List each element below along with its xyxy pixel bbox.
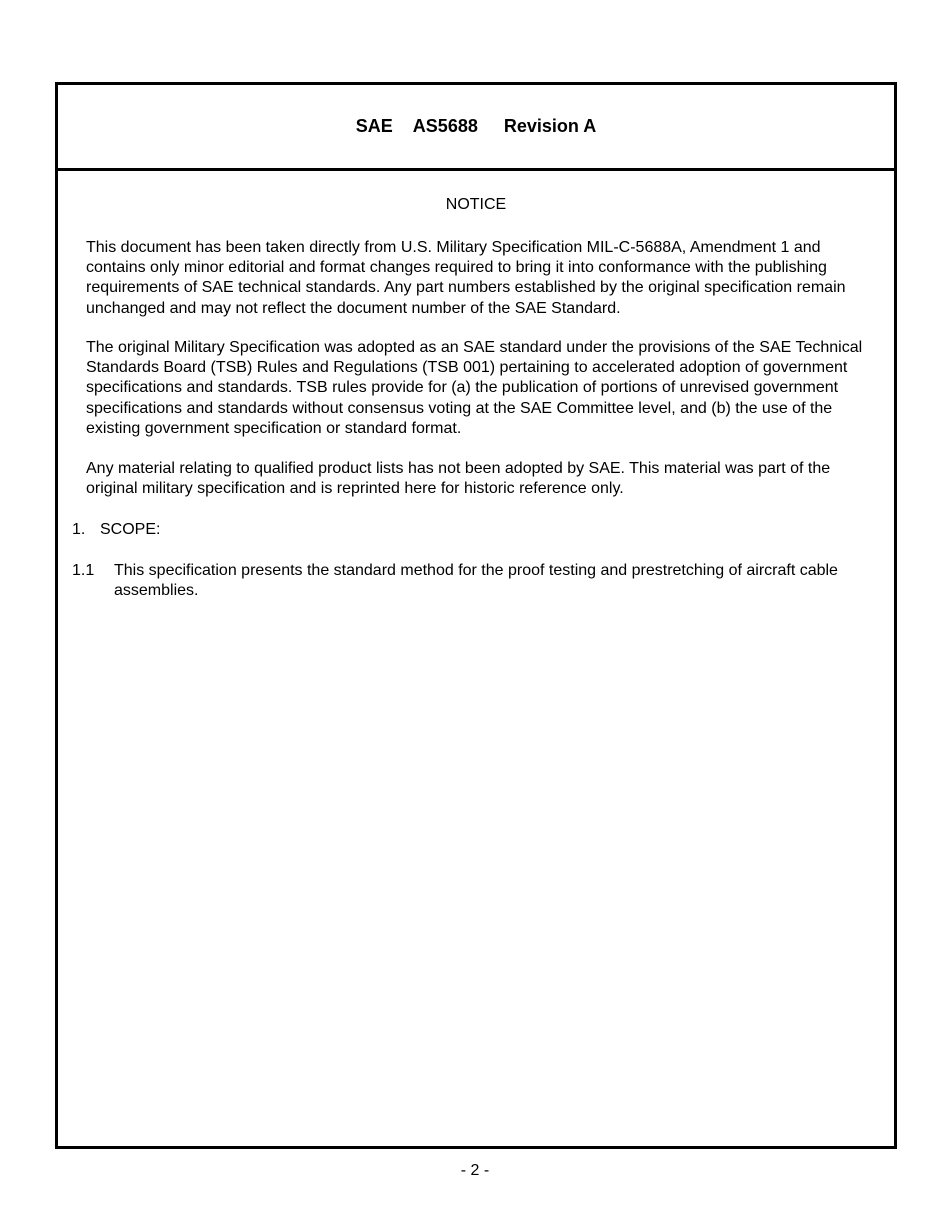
header-org: SAE [355,116,393,136]
notice-paragraph-2: The original Military Specification was adopted as an SAE standard under the provisions of the SAE Technical Standards Board (TSB) Rules and Regulations (TSB 001) pertaining to accelerated adoption of government specifications and standards. TSB rules provide for (a) the publication of portions of unrevised government specifications and standards without consensus voting at the SAE Committee level, and (b) the use of the existing government specification or standard format. [86,339,863,437]
page-number: - 2 - [460,1162,490,1179]
section-scope-heading [72,520,160,540]
page-frame [55,82,897,1149]
section-1-1 [72,561,862,601]
section-number: 1. [72,521,86,538]
notice-paragraph-1: This document has been taken directly from U.S. Military Specification MIL-C-5688A, Amendment 1 and contains only minor editorial and format changes required to bring it into conformance with the publishing requirements of SAE technical standards. Any part numbers established by the original specification remain unchanged and may not reflect the document number of the SAE Standard. [86,239,846,317]
section-number: 1.1 [72,562,95,579]
section-title: SCOPE: [100,521,161,538]
document-header [58,85,894,171]
header-revision: Revision A [503,116,597,136]
notice-title: NOTICE [445,196,507,213]
header-doc-number: AS5688 [412,116,478,136]
notice-paragraph-3: Any material relating to qualified product lists has not been adopted by SAE. This material was part of the original military specification and is reprinted here for historic reference only. [86,460,831,498]
section-text: This specification presents the standard method for the proof testing and prestretching of aircraft cable assemblies. [114,562,838,600]
